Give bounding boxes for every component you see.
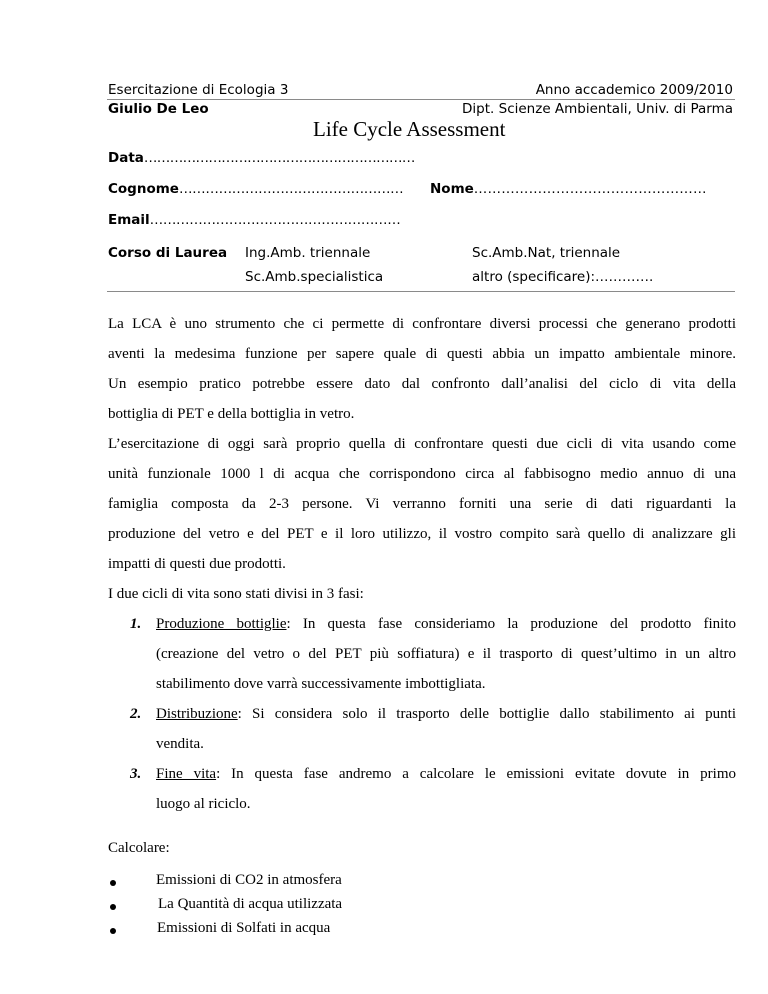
option-sc-amb-specialistica[interactable]: Sc.Amb.specialistica — [245, 269, 384, 285]
p2-line-3: famiglia composta da 2-3 persone. Vi verranno forniti una serie di dati riguardanti la — [108, 496, 736, 512]
phase-3-line-2: luogo al riciclo. — [156, 796, 251, 812]
cognome-label: Cognome — [108, 181, 179, 197]
phase-1-number: 1. — [130, 616, 142, 632]
phase-1-line-1: Produzione bottiglie: In questa fase consideriamo la produzione del prodotto finito — [156, 616, 736, 632]
phases-intro: I due cicli di vita sono stati divisi in 3 fasi: — [108, 586, 364, 602]
form-rule-bottom — [107, 291, 735, 292]
nome-dots: …………………………………………… — [473, 181, 707, 197]
bullet-icon — [110, 880, 116, 886]
data-field[interactable] — [108, 150, 415, 166]
phase-2-term: Distribuzione — [156, 706, 238, 722]
corso-label: Corso di Laurea — [108, 245, 228, 261]
p2-line-5: impatti di questi due prodotti. — [108, 556, 286, 572]
phase-2-line-2: vendita. — [156, 736, 204, 752]
data-dots: ……………………………………………………… — [143, 150, 415, 166]
calc-item-water: La Quantità di acqua utilizzata — [158, 896, 343, 912]
phase-3-number: 3. — [130, 766, 142, 782]
option-sc-amb-nat-triennale[interactable]: Sc.Amb.Nat, triennale — [472, 245, 621, 261]
calc-item-co2: Emissioni di CO2 in atmosfera — [156, 872, 342, 888]
email-field[interactable] — [108, 212, 400, 228]
option-ing-amb-triennale[interactable]: Ing.Amb. triennale — [245, 245, 371, 261]
bullet-icon — [110, 904, 116, 910]
nome-field[interactable] — [430, 181, 707, 197]
p1-line-4: bottiglia di PET e della bottiglia in vetro. — [108, 406, 355, 422]
nome-label: Nome — [430, 181, 474, 197]
data-label: Data — [108, 150, 144, 166]
calc-item-sulfates: Emissioni di Solfati in acqua — [157, 920, 331, 936]
p1-line-2: aventi la medesima funzione per sapere quale di questi abbia un impatto ambientale minore. — [108, 346, 736, 362]
document-title: Life Cycle Assessment — [313, 117, 506, 141]
calc-label: Calcolare: — [108, 840, 170, 856]
course-name: Esercitazione di Ecologia 3 — [108, 82, 289, 98]
phase-2-number: 2. — [130, 706, 142, 722]
phase-3-term: Fine vita — [156, 766, 217, 782]
author-name: Giulio De Leo — [108, 101, 209, 117]
p1-line-1: La LCA è uno strumento che ci permette di confrontare diversi processi che generano prodotti — [108, 316, 736, 332]
email-label: Email — [108, 212, 150, 228]
option-altro[interactable]: altro (specificare):…………. — [472, 269, 654, 285]
bullet-icon — [110, 928, 116, 934]
academic-year: Anno accademico 2009/2010 — [535, 82, 733, 98]
p2-line-1: L’esercitazione di oggi sarà proprio quella di confrontare questi due cicli di vita usando come — [108, 436, 736, 452]
phase-1-term: Produzione bottiglie — [156, 616, 287, 632]
cognome-dots: …………………………………………… — [178, 181, 404, 197]
header-rule-top — [107, 99, 735, 100]
phase-1-line-3: stabilimento dove varrà successivamente imbottigliata. — [156, 676, 486, 692]
cognome-field[interactable] — [108, 181, 403, 197]
p2-line-2: unità funzionale 1000 l di acqua che corrispondono circa al fabbisogno medio annuo di una — [108, 466, 736, 482]
p2-line-4: produzione del vetro e del PET e il loro utilizzo, il vostro compito sarà quello di analizzare gli — [108, 526, 736, 542]
phase-2-line-1: Distribuzione: Si considera solo il trasporto delle bottiglie dallo stabilimento ai punti — [156, 706, 736, 722]
phase-1-line-2: (creazione del vetro o del PET più soffiatura) e il trasporto di quest’ultimo in un altro — [156, 646, 736, 662]
department: Dipt. Scienze Ambientali, Univ. di Parma — [462, 101, 733, 117]
phase-3-line-1: Fine vita: In questa fase andremo a calcolare le emissioni evitate dovute in primo — [156, 766, 736, 782]
p1-line-3: Un esempio pratico potrebbe essere dato dal confronto dall’analisi del ciclo di vita della — [108, 376, 736, 392]
email-dots: ………………………………………………… — [149, 212, 401, 228]
